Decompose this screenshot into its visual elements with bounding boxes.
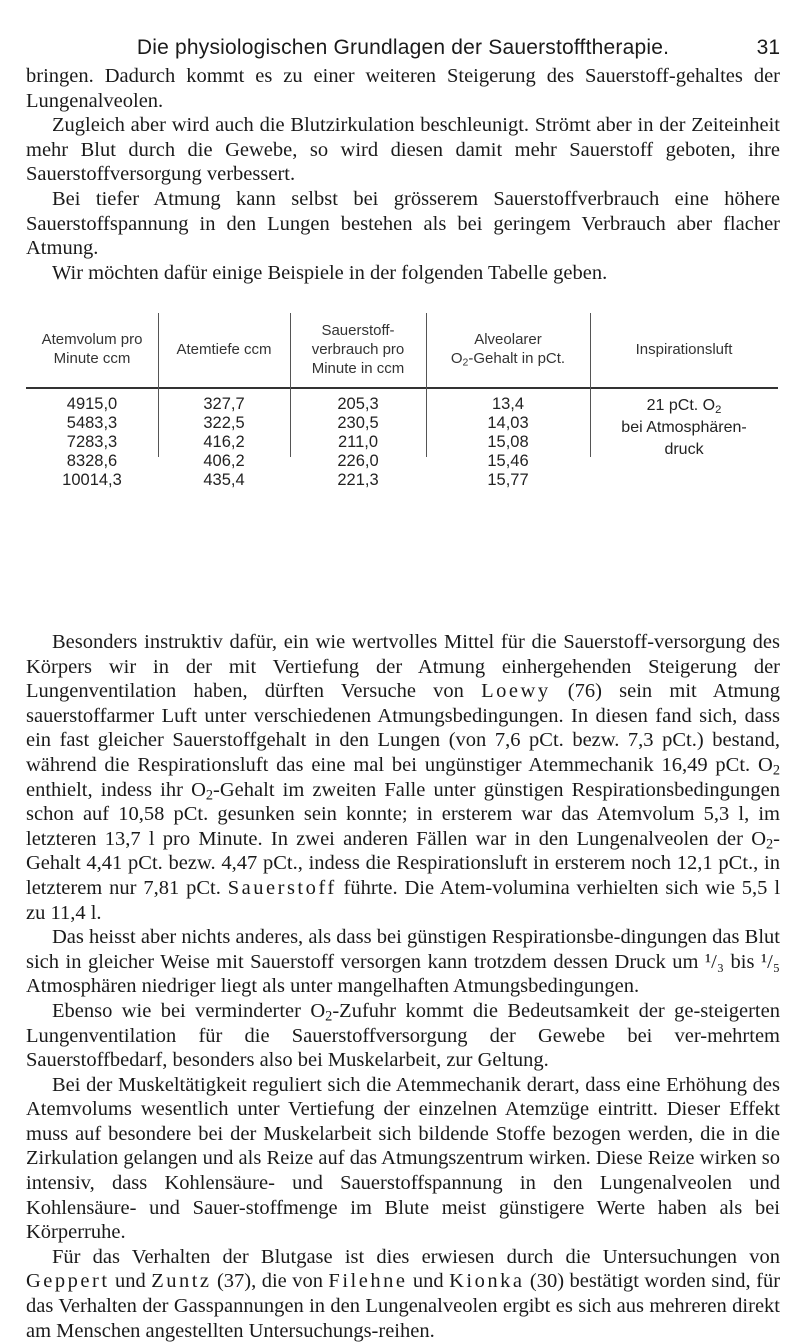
paragraph: Wir möchten dafür einige Beispiele in der folgenden Tabelle geben. (52, 261, 608, 284)
table-cell: 5483,3 (66, 414, 118, 432)
paragraph: bringen. Dadurch kommt es zu einer weiteren Steigerung des Sauerstoff-gehaltes der Lungenalveolen. (26, 65, 780, 112)
paragraph (26, 999, 780, 1073)
table-cell: 416,2 (203, 433, 245, 451)
table-cell: 230,5 (337, 414, 379, 432)
column-header: Sauerstoff-verbrauch pro Minute in ccm (311, 321, 405, 377)
table-cell: 211,0 (337, 433, 379, 451)
paragraph: Bei der Muskeltätigkeit reguliert sich die Atemmechanik derart, dass eine Erhöhung des Atemvolums wesentlich unter Vertiefung der einzelnen Atemzüge eintritt. Dieser Effekt muss auf besondere bei der Muskelarbeit sich bildende Stoffe bezogen werden, die in die Zirkulation gelangen und als Reize auf das Atmungszentrum wirken. Diese Reize wirken so intensiv, dass Kohlensäure- und Sauerstoffspannung in den Lungenalveolen und Kohlensäure- und Sauer-stoffmenge im Blute meist günstigere Werte haben als bei Körperruhe. (26, 1073, 780, 1244)
note-line: 21 pCt. O (646, 397, 716, 414)
author-name: Geppert (26, 1270, 110, 1293)
text-run: (76) sein mit Atmung sauerstoffarmer Luft unter verschiedenen Atmungsbedingungen. In diesen fand sich, dass ein fast gleicher Sauerstoffgehalt in den Lungen (von 7,6 pCt. bezw. 7,3 pCt.) bestand, während die Respirationsluft das eine mal bei ungünstiger Atemmechanik 16,49 pCt. O (26, 680, 780, 776)
text-run: Atmosphären niedriger liegt als unter mangelhaften Atmungsbedingungen. (26, 975, 640, 998)
page-number: 31 (756, 36, 780, 59)
header-line: -Gehalt in pCt. (468, 350, 566, 367)
column-header: Atemtiefe ccm (176, 340, 272, 358)
paragraph: Bei tiefer Atmung kann selbst bei grösserem Sauerstoffverbrauch eine höhere Sauerstoffspannung in den Lungen bestehen als bei geringem Verbrauch aber flacher Atmung. (26, 187, 780, 260)
text-run: und (109, 1270, 152, 1293)
text-run: (37), die von (211, 1270, 329, 1293)
text-run: Besonders instruktiv dafür, ein wie wertvolles Mittel für die Sauerstoff-versorgung des Körpers wir in der mit Vertiefung der Atmung einhergehenden Steigerung der Lungenventilation haben, dürften Versuche von (26, 631, 780, 703)
fraction: ¹/₅ (761, 950, 780, 973)
text-run: Das heisst aber nichts anderes, als dass bei günstigen Respirationsbe-dingungen das Blut sich in gleicher Weise mit Sauerstoff versorgen kann trotzdem dessen Druck um (26, 926, 780, 973)
column-inspirationsluft (590, 313, 778, 618)
subscript: 2 (462, 356, 469, 369)
subscript: 2 (772, 762, 780, 779)
paragraph (26, 630, 780, 925)
text-run: -Gehalt im zweiten Falle unter günstigen Respirationsbedingungen schon auf 10,58 pCt. gesunken sein konnte; in ersterem war das Atemvolum 5,3 l, im letzteren 13,7 l pro Minute. In zwei anderen Fällen war in den Lungenalveolen der O (26, 778, 780, 850)
table-cell: 10014,3 (62, 471, 122, 489)
author-name: Filehne (328, 1270, 408, 1293)
fraction: ¹/₃ (705, 950, 725, 973)
body-text (26, 630, 780, 1343)
table-cell: 14,03 (487, 414, 529, 432)
note-line: bei Atmosphären- (621, 419, 747, 436)
text-run: bis (724, 950, 761, 973)
running-header (26, 36, 780, 64)
table-cell: 226,0 (337, 452, 379, 470)
text-run: führte. Die Atem-volumina verhielten sich wie 5,5 l zu 11,4 l. (26, 876, 781, 924)
column-header (426, 313, 590, 385)
header-title: Die physiologischen Grundlagen der Sauerstofftherapie. (136, 36, 670, 59)
note-line: druck (664, 441, 704, 458)
text-run: und (407, 1270, 450, 1293)
column-atemvolum (26, 313, 158, 618)
column-cells (158, 395, 290, 490)
column-header: Atemvolum pro Minute ccm (41, 331, 143, 367)
table-cell: 13,4 (491, 395, 525, 413)
table-cell: 221,3 (337, 471, 379, 489)
table-cell: 4915,0 (66, 395, 118, 413)
subscript: 2 (715, 403, 722, 416)
text-run: -Zufuhr kommt die Bedeutsamkeit der ge-steigerten Lungenventilation für die Sauerstoffversorgung der Gewebe bei ver-mehrtem Sauerstoffbedarf, besonders also bei Muskelarbeit, zur Geltung. (26, 999, 780, 1072)
header-line: Alveolarer (474, 331, 542, 348)
subscript: 2 (325, 1008, 333, 1025)
table-cell: 435,4 (203, 471, 245, 489)
table-cell: 406,2 (203, 452, 245, 470)
column-cells (26, 395, 158, 490)
text-run: Ebenso wie bei verminderter O (52, 999, 326, 1022)
column-atemtiefe (158, 313, 290, 618)
table-cell: 15,77 (487, 471, 529, 489)
emphasis: Sauerstoff (227, 876, 337, 899)
table-cell: 322,5 (203, 414, 245, 432)
intro-text (26, 64, 780, 285)
o2-symbol: O (450, 350, 463, 367)
data-table (26, 313, 778, 618)
text-run: -Gehalt 4,41 pCt. bezw. 4,47 pCt., indess die Respirationsluft in ersterem noch 12,1 pCt., in letzterem nur 7,81 pCt. (26, 827, 780, 899)
author-name: Loewy (481, 680, 551, 703)
text-run: (30) bestätigt worden sind, für das Verhalten der Gasspannungen in den Lungenalveolen ergibt es sich aus mehreren direkt am Menschen angestellten Untersuchungs-reihen. (26, 1270, 781, 1342)
column-sauerstoffverbrauch (290, 313, 426, 618)
column-header: Inspirationsluft (635, 340, 733, 358)
paragraph (26, 925, 780, 999)
paragraph: Zugleich aber wird auch die Blutzirkulation beschleunigt. Strömt aber in der Zeiteinheit mehr Blut durch die Gewebe, so wird diesen damit mehr Sauerstoff geboten, ihre Sauerstoffversorgung verbessert. (26, 114, 780, 186)
table-cell: 15,08 (487, 433, 529, 451)
text-run: enthielt, indess ihr O (26, 778, 206, 801)
inspiration-note (590, 395, 778, 461)
column-cells (426, 395, 590, 490)
paragraph (26, 1245, 780, 1343)
text-run: Für das Verhalten der Blutgase ist dies erwiesen durch die Untersuchungen von (52, 1245, 780, 1268)
column-alveolar (426, 313, 590, 618)
column-cells (290, 395, 426, 490)
author-name: Zuntz (151, 1270, 212, 1293)
table-cell: 327,7 (203, 395, 245, 413)
subscript: 2 (205, 787, 214, 804)
table-cell: 8328,6 (66, 452, 118, 470)
table-cell: 205,3 (337, 395, 379, 413)
table-cell: 15,46 (487, 452, 529, 470)
table-cell: 7283,3 (66, 433, 118, 451)
author-name: Kionka (449, 1270, 525, 1293)
subscript: 2 (766, 836, 774, 853)
